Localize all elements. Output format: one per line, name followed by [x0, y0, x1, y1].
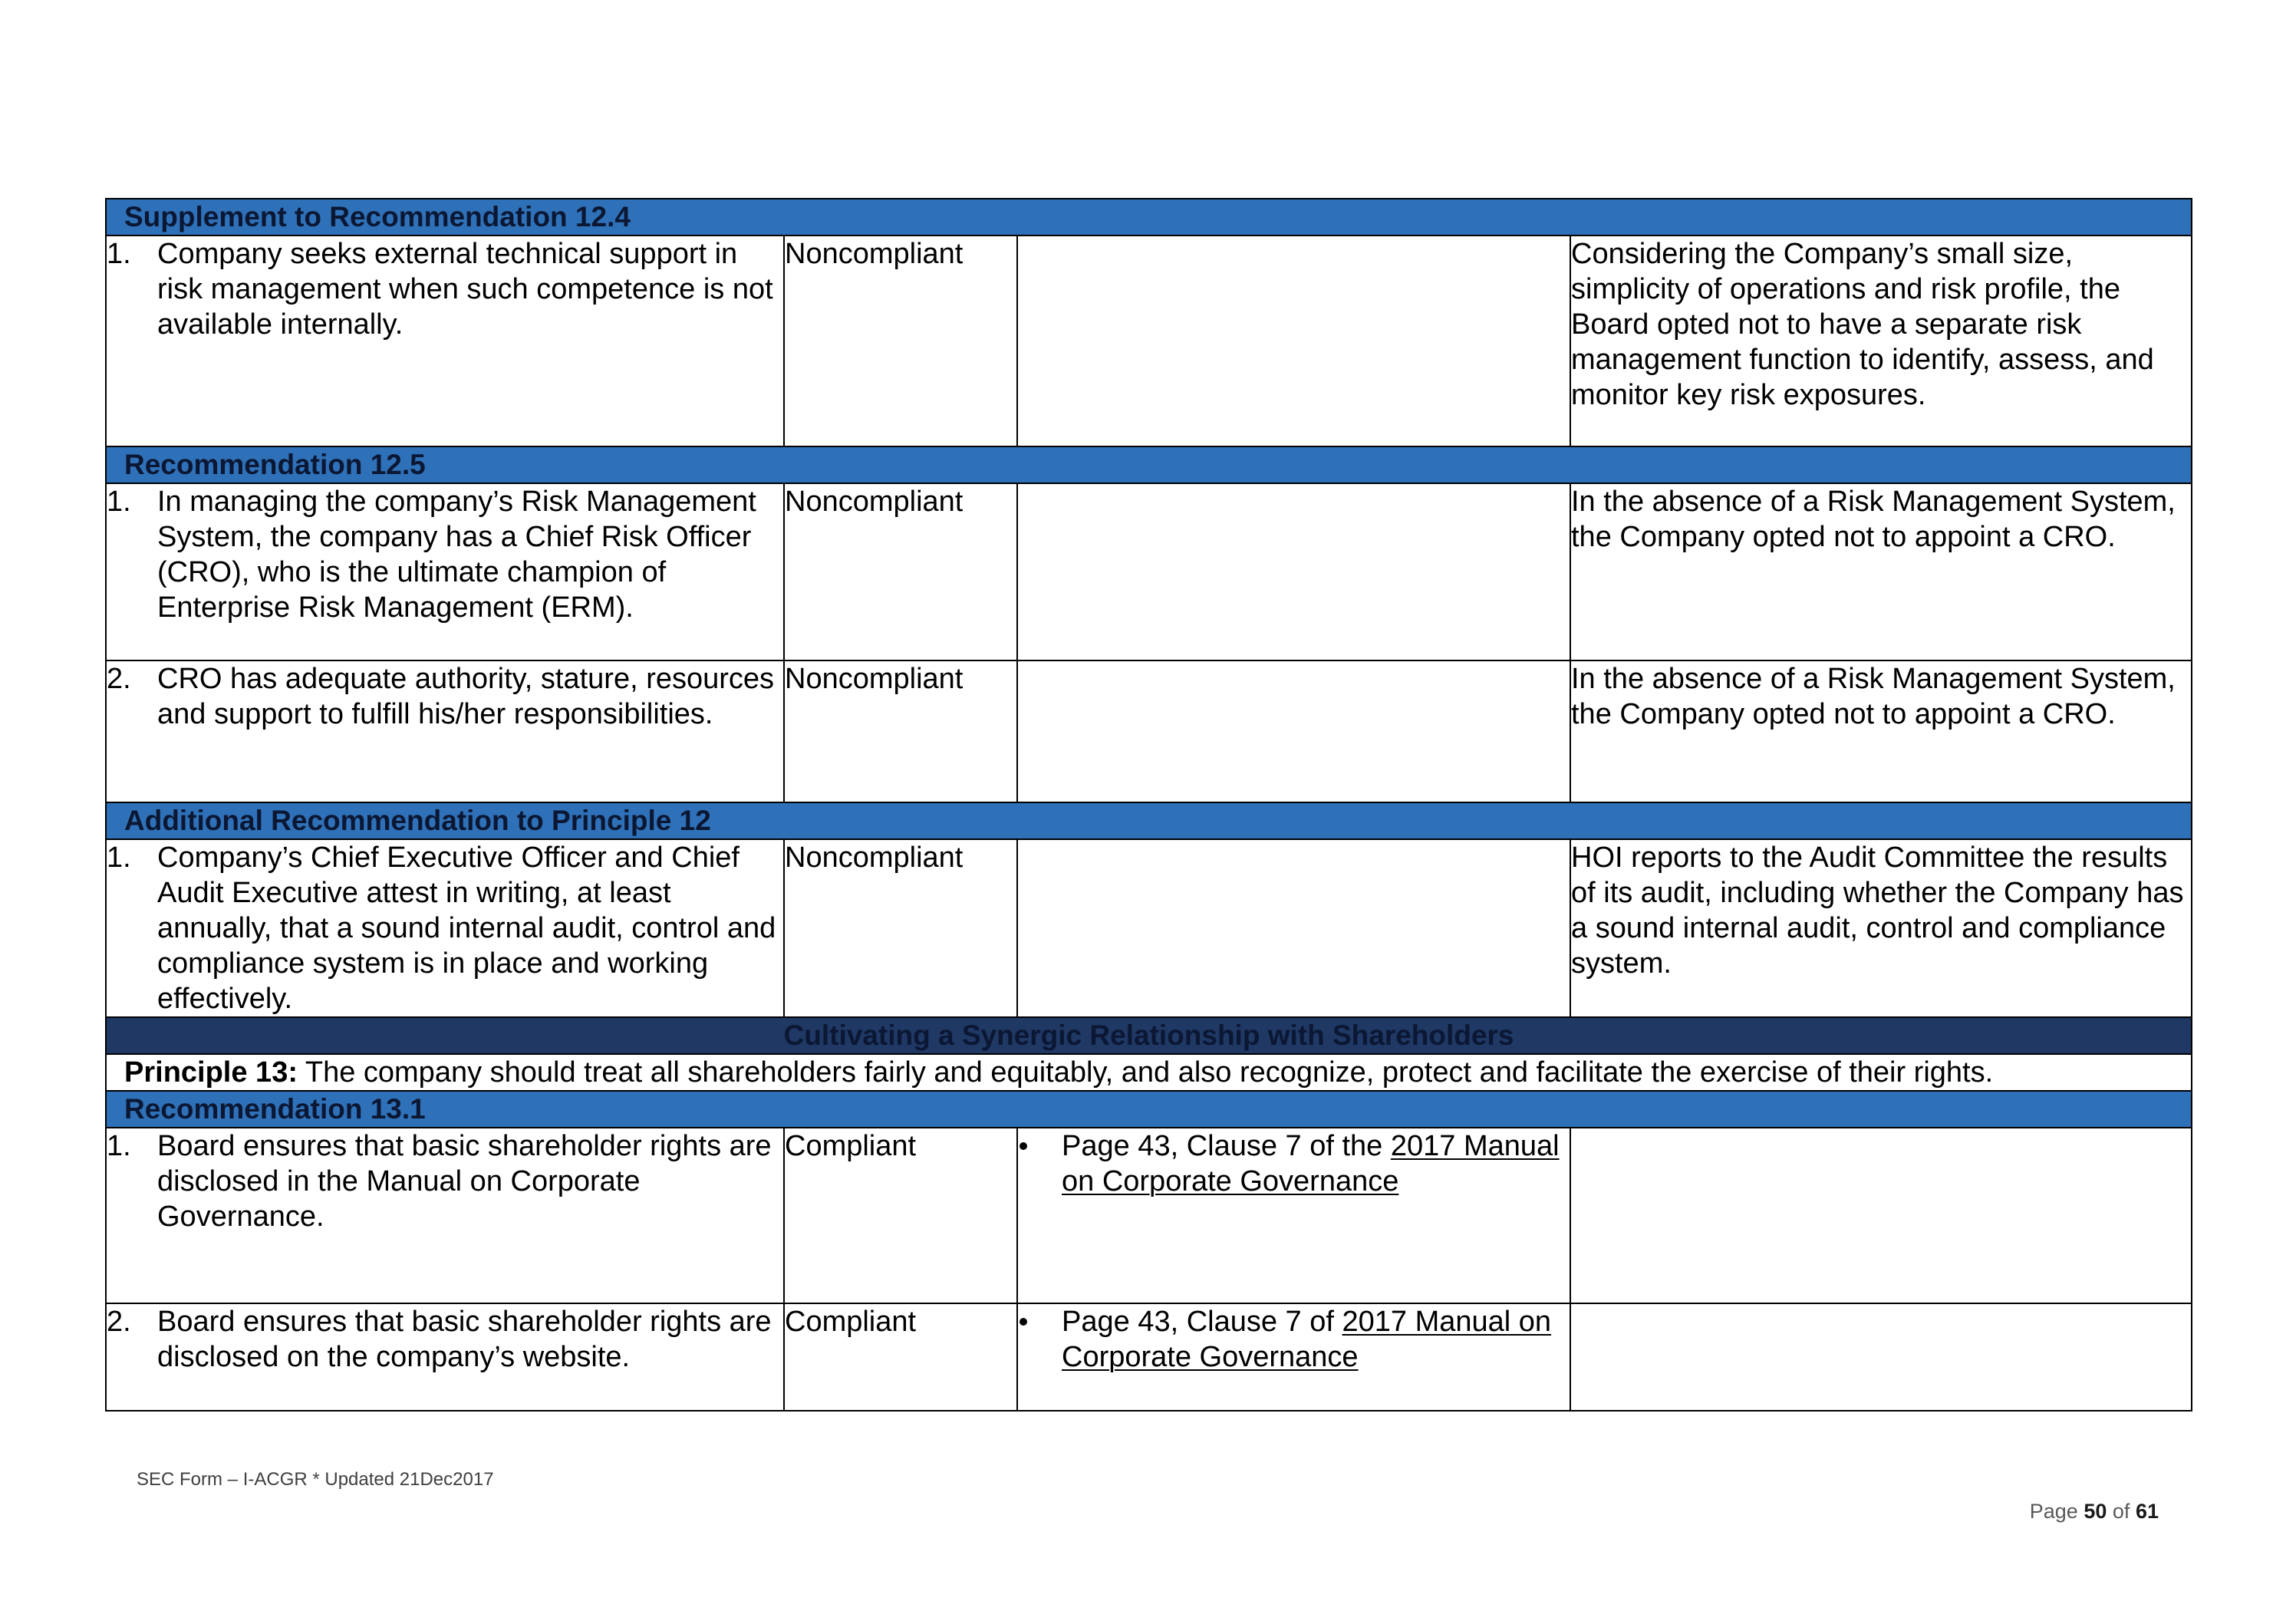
- reference-cell: [1017, 236, 1570, 446]
- reference-text: [1062, 1304, 1570, 1375]
- principle-label: Principle 13:: [124, 1056, 298, 1089]
- section-header: Recommendation 12.5: [106, 446, 2192, 483]
- recommendation-cell: [106, 839, 784, 1017]
- explanation-cell: [1570, 1303, 2192, 1411]
- numbered-item: [107, 661, 783, 732]
- section-header-row: [106, 446, 2192, 483]
- section-header: Additional Recommendation to Principle 12: [106, 802, 2192, 839]
- item-number: 2.: [107, 1306, 131, 1338]
- explanation-cell: HOI reports to the Audit Committee the results of its audit, including whether the Company has a sound internal audit, control and compliance system.: [1570, 839, 2192, 1017]
- item-number: 1.: [107, 486, 131, 518]
- principle-text: The company should treat all shareholders fairly and equitably, and also recognize, protect and facilitate the exercise of their rights.: [305, 1056, 1994, 1089]
- compliance-status: Compliant: [784, 1303, 1017, 1411]
- explanation-cell: In the absence of a Risk Management System, the Company opted not to appoint a CRO.: [1570, 483, 2192, 660]
- section-header-row: [106, 802, 2192, 839]
- reference-cell: [1017, 839, 1570, 1017]
- recommendation-text: Board ensures that basic shareholder rights are disclosed in the Manual on Corporate Governance.: [157, 1130, 772, 1233]
- section-header-row: [106, 199, 2192, 236]
- explanation-cell: Considering the Company’s small size, simplicity of operations and risk profile, the Board opted not to have a separate risk management function to identify, assess, and monitor key risk exposures.: [1570, 236, 2192, 446]
- recommendation-text: CRO has adequate authority, stature, resources and support to fulfill his/her responsibilities.: [157, 663, 775, 730]
- recommendation-row: [106, 1303, 2192, 1411]
- item-number: 1.: [107, 1130, 131, 1162]
- compliance-status: Noncompliant: [784, 660, 1017, 802]
- compliance-status: Noncompliant: [784, 236, 1017, 446]
- reference-cell: [1017, 1128, 1570, 1303]
- compliance-table: [105, 198, 2192, 1412]
- reference-item: [1018, 1128, 1570, 1199]
- recommendation-row: [106, 660, 2192, 802]
- recommendation-text: In managing the company’s Risk Management System, the company has a Chief Risk Officer (CRO), who is the ultimate champion of Enterprise Risk Management (ERM).: [157, 486, 756, 624]
- recommendation-row: [106, 839, 2192, 1017]
- recommendation-row: [106, 1128, 2192, 1303]
- principle-banner: Cultivating a Synergic Relationship with Shareholders: [106, 1017, 2192, 1054]
- recommendation-text: Board ensures that basic shareholder rights are disclosed on the company’s website.: [157, 1306, 772, 1373]
- numbered-item: [107, 1304, 783, 1375]
- recommendation-text: Company seeks external technical support in risk management when such competence is not available internally.: [157, 238, 773, 341]
- explanation-cell: [1570, 1128, 2192, 1303]
- section-header-row: [106, 1091, 2192, 1128]
- reference-cell: [1017, 1303, 1570, 1411]
- numbered-item: [107, 236, 783, 342]
- numbered-item: [107, 1128, 783, 1234]
- numbered-item: [107, 484, 783, 625]
- principle-statement: [106, 1054, 2192, 1091]
- item-number: 2.: [107, 663, 131, 695]
- recommendation-text: Company’s Chief Executive Officer and Chief Audit Executive attest in writing, at least annually, that a sound internal audit, control and compliance system is in place and working effectively.: [157, 842, 776, 1015]
- reference-cell: [1017, 483, 1570, 660]
- numbered-item: [107, 840, 783, 1016]
- reference-text: [1062, 1128, 1570, 1199]
- section-header: Recommendation 13.1: [106, 1091, 2192, 1128]
- reference-item: [1018, 1304, 1570, 1375]
- manual-link[interactable]: 2017 Manual on Corporate Governance: [1062, 1130, 1560, 1197]
- page-word: Page: [2029, 1500, 2078, 1523]
- of-word: of: [2112, 1500, 2130, 1523]
- recommendation-row: [106, 236, 2192, 446]
- explanation-cell: In the absence of a Risk Management System, the Company opted not to appoint a CRO.: [1570, 660, 2192, 802]
- banner-row: [106, 1017, 2192, 1054]
- recommendation-cell: [106, 660, 784, 802]
- section-header: Supplement to Recommendation 12.4: [106, 199, 2192, 236]
- item-number: 1.: [107, 238, 131, 270]
- page-total: 61: [2135, 1500, 2159, 1523]
- recommendation-cell: [106, 1303, 784, 1411]
- compliance-status: Noncompliant: [784, 839, 1017, 1017]
- bullet-icon: [1018, 1304, 1062, 1339]
- compliance-status: Compliant: [784, 1128, 1017, 1303]
- reference-cell: [1017, 660, 1570, 802]
- recommendation-row: [106, 483, 2192, 660]
- manual-link[interactable]: 2017 Manual on Corporate Governance: [1062, 1306, 1552, 1373]
- reference-prefix: Page 43, Clause 7 of the: [1062, 1130, 1391, 1162]
- compliance-status: Noncompliant: [784, 483, 1017, 660]
- recommendation-cell: [106, 236, 784, 446]
- item-number: 1.: [107, 842, 131, 874]
- recommendation-cell: [106, 483, 784, 660]
- form-footer: SEC Form – I-ACGR * Updated 21Dec2017: [137, 1469, 494, 1490]
- reference-prefix: Page 43, Clause 7 of: [1062, 1306, 1342, 1338]
- recommendation-cell: [106, 1128, 784, 1303]
- page-current: 50: [2084, 1500, 2107, 1523]
- page-number: [2030, 1498, 2159, 1524]
- principle-row: [106, 1054, 2192, 1091]
- bullet-icon: [1018, 1128, 1062, 1164]
